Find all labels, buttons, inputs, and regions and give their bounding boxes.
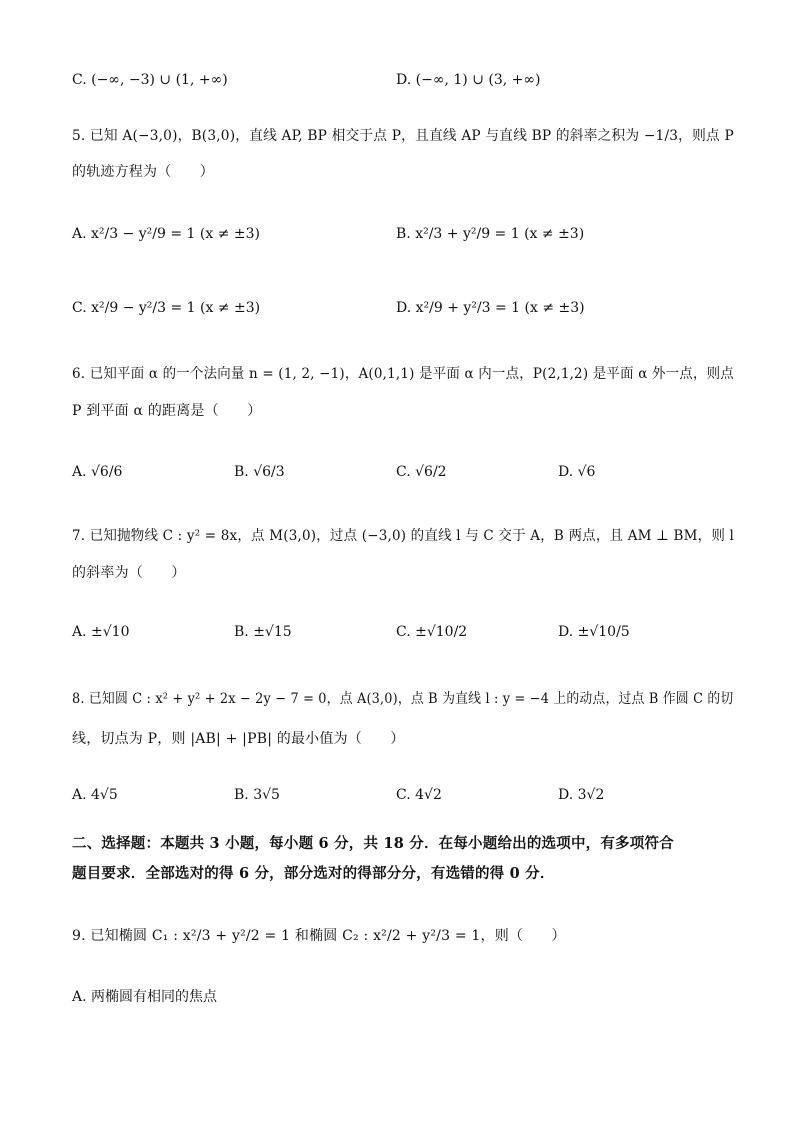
q7-stem-line2: 的斜率为（ ） bbox=[72, 565, 186, 581]
q5-stem-line2: 的轨迹方程为（ ） bbox=[72, 164, 214, 180]
q8-option-b: B. 3√5 bbox=[234, 787, 280, 803]
q9-stem-line1: 9. 已知椭圆 C₁ : x²/3 + y²/2 = 1 和椭圆 C₂ : x²/2 + y²/3 = 1，则（ ） bbox=[72, 928, 566, 944]
q5-option-c: C. x²/9 − y²/3 = 1 (x ≠ ±3) bbox=[72, 300, 261, 316]
q8-option-d: D. 3√2 bbox=[558, 787, 605, 803]
q6-stem-line2: P 到平面 α 的距离是（ ） bbox=[72, 403, 262, 419]
section2-heading-line2: 题目要求．全部选对的得 6 分，部分选对的得部分分，有选错的得 0 分． bbox=[72, 865, 555, 882]
q5-option-a: A. x²/3 − y²/9 = 1 (x ≠ ±3) bbox=[72, 226, 260, 242]
section2-heading-line1: 二、选择题：本题共 3 小题，每小题 6 分，共 18 分．在每小题给出的选项中，有多项符合 bbox=[72, 835, 674, 852]
q5-option-d: D. x²/9 + y²/3 = 1 (x ≠ ±3) bbox=[396, 300, 585, 316]
q5-stem-line1: 5. 已知 A(−3,0)，B(3,0)，直线 AP, BP 相交于点 P，且直线 AP 与直线 BP 的斜率之积为 −1/3，则点 P bbox=[72, 128, 734, 144]
q7-option-a: A. ±√10 bbox=[72, 624, 130, 640]
q8-option-c: C. 4√2 bbox=[396, 787, 442, 803]
q7-option-c: C. ±√10/2 bbox=[396, 624, 468, 640]
q6-option-a: A. √6/6 bbox=[72, 464, 123, 480]
q8-stem-line1: 8. 已知圆 C : x² + y² + 2x − 2y − 7 = 0，点 A(3,0)，点 B 为直线 l : y = −4 上的动点，过点 B 作圆 C 的切 bbox=[72, 691, 734, 707]
q7-stem-line1: 7. 已知抛物线 C : y² = 8x，点 M(3,0)，过点 (−3,0) 的直线 l 与 C 交于 A，B 两点，且 AM ⊥ BM，则 l bbox=[72, 528, 735, 544]
q6-option-d: D. √6 bbox=[558, 464, 596, 480]
q5-option-b: B. x²/3 + y²/9 = 1 (x ≠ ±3) bbox=[396, 226, 585, 242]
q8-stem-line2: 线，切点为 P，则 |AB| + |PB| 的最小值为（ ） bbox=[72, 731, 405, 747]
q7-option-d: D. ±√10/5 bbox=[558, 624, 630, 640]
q7-option-b: B. ±√15 bbox=[234, 624, 292, 640]
q4-option-d: D. (−∞, 1) ∪ (3, +∞) bbox=[396, 72, 541, 88]
q6-option-c: C. √6/2 bbox=[396, 464, 447, 480]
q6-stem-line1: 6. 已知平面 α 的一个法向量 n = (1, 2, −1)，A(0,1,1) 是平面 α 内一点，P(2,1,2) 是平面 α 外一点，则点 bbox=[72, 366, 734, 382]
q4-option-c: C. (−∞, −3) ∪ (1, +∞) bbox=[72, 72, 228, 88]
q6-option-b: B. √6/3 bbox=[234, 464, 285, 480]
q8-option-a: A. 4√5 bbox=[72, 787, 118, 803]
q9-option-a: A. 两椭圆有相同的焦点 bbox=[72, 989, 218, 1005]
